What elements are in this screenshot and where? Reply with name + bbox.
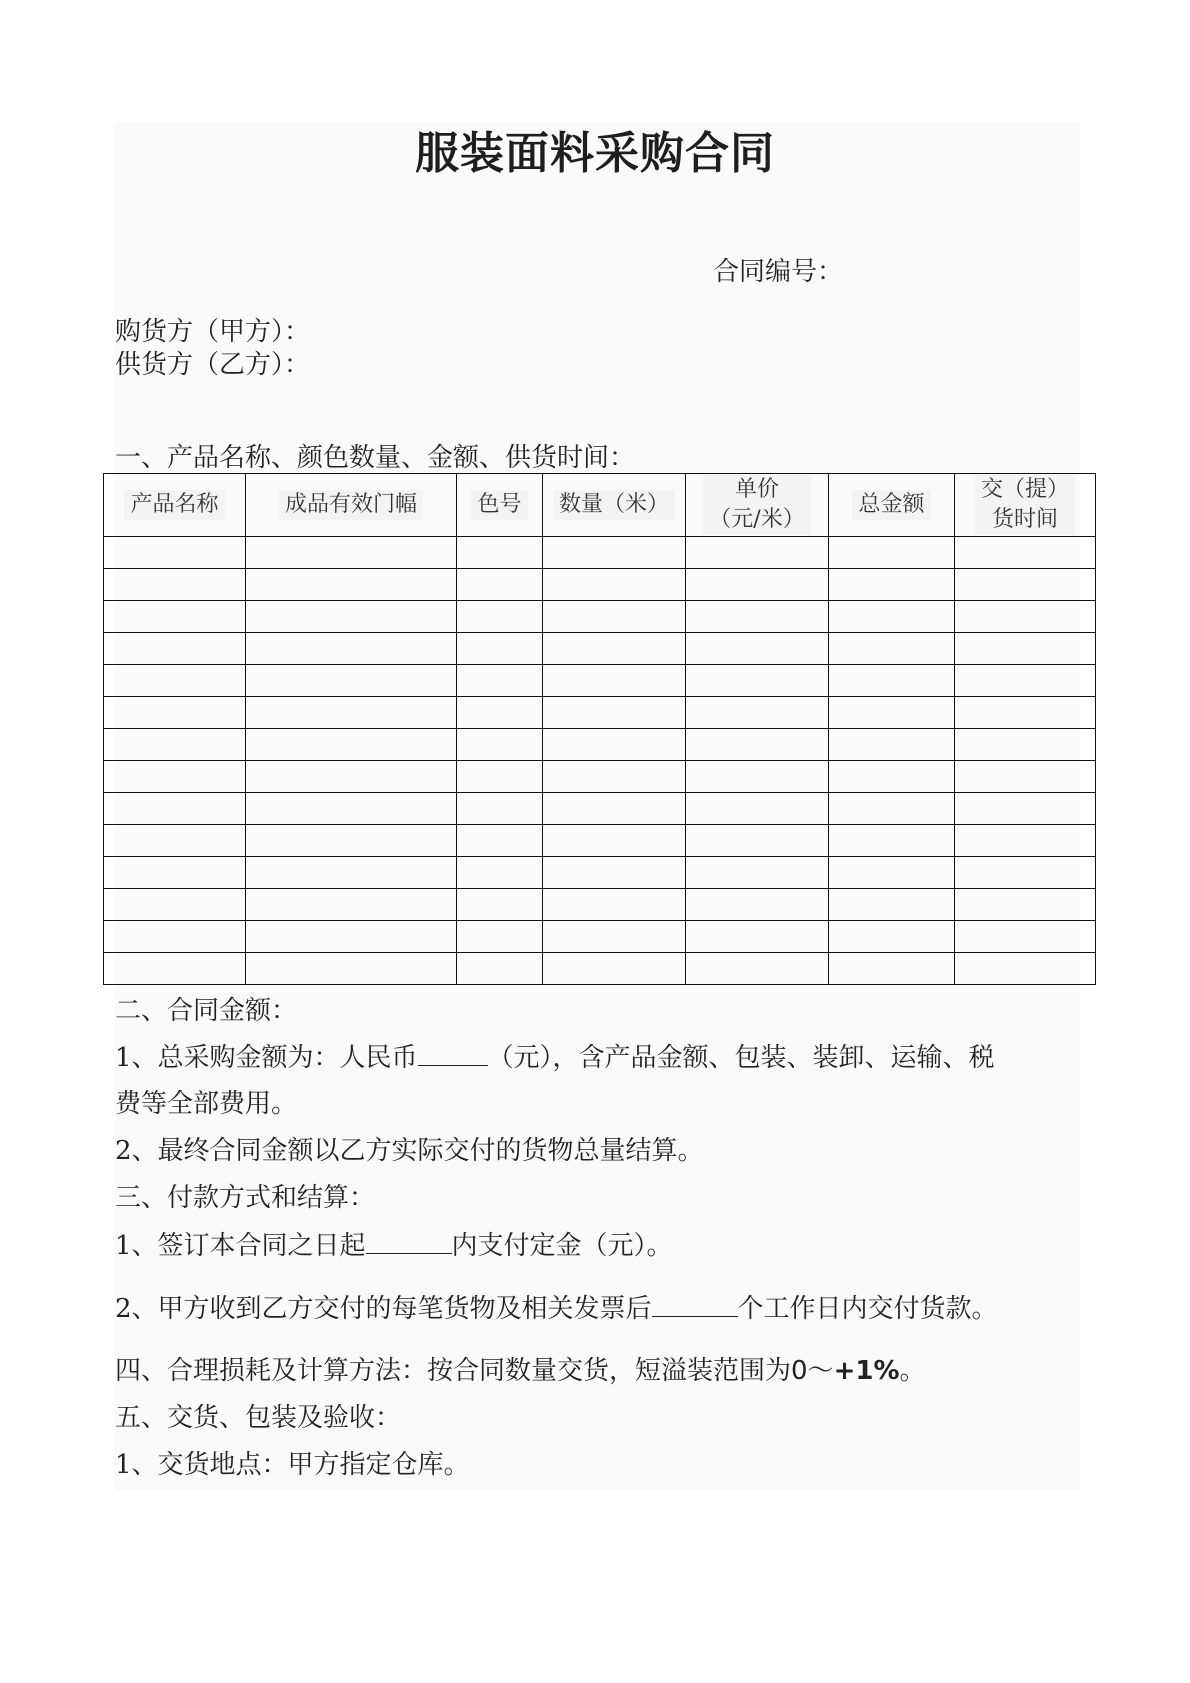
contract-number-label: 合同编号： [713,257,844,287]
table-cell[interactable] [686,729,829,761]
table-cell[interactable] [686,953,829,985]
table-row [104,793,1096,825]
table-header-label [124,490,224,520]
table-cell[interactable] [543,537,686,569]
table-cell[interactable] [246,793,457,825]
table-cell[interactable] [955,633,1096,665]
s3-item-2-prefix: 2、甲方收到乙方交付的每笔货物及相关发票后 [115,1294,652,1324]
table-cell[interactable] [457,953,543,985]
table-cell[interactable] [543,761,686,793]
table-cell[interactable] [246,697,457,729]
table-cell[interactable] [246,761,457,793]
table-cell[interactable] [457,601,543,633]
table-cell[interactable] [829,761,955,793]
table-cell[interactable] [457,665,543,697]
table-cell[interactable] [457,921,543,953]
table-cell[interactable] [955,729,1096,761]
amount-blank[interactable] [418,1041,488,1066]
table-cell[interactable] [543,633,686,665]
payment-days-blank[interactable] [652,1292,738,1317]
table-row [104,825,1096,857]
table-cell[interactable] [104,761,246,793]
table-cell[interactable] [829,857,955,889]
table-cell[interactable] [246,729,457,761]
s2-item-1-suffix: （元），含产品金额、包装、装卸、运输、税 [487,1043,995,1073]
document-title: 服装面料采购合同 [415,128,775,179]
table-cell[interactable] [955,601,1096,633]
section-4-text [115,1355,926,1387]
table-cell[interactable] [829,633,955,665]
table-cell[interactable] [104,601,246,633]
table-cell[interactable] [104,889,246,921]
table-cell[interactable] [457,761,543,793]
table-cell[interactable] [829,793,955,825]
table-cell[interactable] [104,921,246,953]
table-row [104,537,1096,569]
table-cell[interactable] [829,537,955,569]
table-cell[interactable] [955,953,1096,985]
loss-range-start: 0～ [791,1356,834,1386]
table-cell[interactable] [543,953,686,985]
section-2-heading: 二、合同金额： [115,996,298,1026]
table-row [104,921,1096,953]
product-table [103,473,1096,985]
s2-item-1-line-2: 费等全部费用。 [115,1089,298,1119]
table-cell[interactable] [686,537,829,569]
table-header-label [975,475,1075,535]
table-cell[interactable] [955,857,1096,889]
s2-item-1-line-1 [115,1041,995,1074]
table-cell[interactable] [829,953,955,985]
table-cell[interactable] [104,697,246,729]
table-cell[interactable] [686,697,829,729]
s2-item-1-prefix: 1、总采购金额为：人民币 [115,1043,418,1073]
table-cell[interactable] [457,825,543,857]
table-cell[interactable] [246,537,457,569]
table-cell[interactable] [104,825,246,857]
table-cell[interactable] [686,921,829,953]
s3-item-2-suffix: 个工作日内交付货款。 [737,1294,998,1324]
table-cell[interactable] [829,729,955,761]
table-cell[interactable] [686,825,829,857]
s2-item-2: 2、最终合同金额以乙方实际交付的货物总量结算。 [115,1136,704,1166]
table-row [104,665,1096,697]
buyer-label: 购货方（甲方）： [115,317,311,347]
section-3-heading: 三、付款方式和结算： [115,1183,376,1213]
table-row [104,697,1096,729]
table-cell[interactable] [457,633,543,665]
table-header-cell [543,474,686,537]
seller-label: 供货方（乙方）： [115,350,311,380]
table-cell[interactable] [829,569,955,601]
section-4-label: 四、合理损耗及计算方法：按合同数量交货，短溢装范围为 [115,1356,792,1386]
table-cell[interactable] [457,793,543,825]
table-cell[interactable] [457,729,543,761]
table-cell[interactable] [104,537,246,569]
table-row [104,729,1096,761]
table-cell[interactable] [543,921,686,953]
table-cell[interactable] [543,793,686,825]
s3-item-1-prefix: 1、签订本合同之日起 [115,1231,366,1261]
table-cell[interactable] [246,857,457,889]
table-header-line-2: 货时间 [991,507,1058,532]
table-row [104,857,1096,889]
table-cell[interactable] [457,857,543,889]
table-row [104,633,1096,665]
table-cell[interactable] [686,633,829,665]
s5-item-1: 1、交货地点：甲方指定仓库。 [115,1450,470,1480]
table-header-cell [246,474,457,537]
section-4-end: 。 [899,1356,926,1386]
table-header-line-1: 数量（米） [558,492,669,517]
table-cell[interactable] [829,825,955,857]
table-cell[interactable] [104,729,246,761]
table-cell[interactable] [104,633,246,665]
table-cell[interactable] [829,665,955,697]
table-header-row [104,474,1096,537]
table-cell[interactable] [955,537,1096,569]
table-cell[interactable] [686,761,829,793]
table-cell[interactable] [104,793,246,825]
table-row [104,953,1096,985]
table-cell[interactable] [955,569,1096,601]
table-cell[interactable] [457,889,543,921]
table-cell[interactable] [543,601,686,633]
table-header-line-1: 交（提） [980,477,1069,502]
table-header-cell [829,474,955,537]
table-cell[interactable] [686,665,829,697]
table-header-line-1: 总金额 [858,492,925,517]
table-header-line-1: 色号 [477,492,522,517]
table-header-cell [686,474,829,537]
table-cell[interactable] [686,569,829,601]
table-cell[interactable] [104,953,246,985]
table-cell[interactable] [955,697,1096,729]
table-cell[interactable] [246,889,457,921]
table-cell[interactable] [246,633,457,665]
table-cell[interactable] [246,569,457,601]
table-cell[interactable] [246,665,457,697]
table-header-label [703,475,810,535]
table-cell[interactable] [955,665,1096,697]
table-cell[interactable] [104,665,246,697]
table-header-cell [955,474,1096,537]
table-cell[interactable] [955,793,1096,825]
table-row [104,601,1096,633]
table-cell[interactable] [246,825,457,857]
table-cell[interactable] [457,537,543,569]
table-cell[interactable] [543,825,686,857]
s3-item-2 [115,1292,998,1325]
table-header-line-1: 单价 [734,477,779,502]
table-cell[interactable] [543,857,686,889]
table-header-cell [457,474,543,537]
table-header-line-2: （元/米） [709,507,805,532]
table-cell[interactable] [955,889,1096,921]
table-cell[interactable] [246,601,457,633]
table-header-cell [104,474,246,537]
table-header-line-1: 成品有效门幅 [284,492,417,517]
table-cell[interactable] [955,761,1096,793]
table-cell[interactable] [457,697,543,729]
table-cell[interactable] [543,889,686,921]
deposit-days-blank[interactable] [366,1229,452,1254]
table-header-label [852,490,930,520]
table-header-line-1: 产品名称 [130,492,219,517]
table-cell[interactable] [457,569,543,601]
table-cell[interactable] [543,665,686,697]
table-row [104,761,1096,793]
table-cell[interactable] [104,857,246,889]
table-cell[interactable] [246,953,457,985]
table-cell[interactable] [686,889,829,921]
table-header-label [279,490,423,520]
section-5-heading: 五、交货、包装及验收： [115,1403,402,1433]
table-cell[interactable] [829,697,955,729]
table-cell[interactable] [955,825,1096,857]
table-cell[interactable] [543,729,686,761]
section-1-heading: 一、产品名称、颜色数量、金额、供货时间： [115,443,636,473]
table-cell[interactable] [955,921,1096,953]
table-body [104,537,1096,985]
table-cell[interactable] [829,921,955,953]
s3-item-1-suffix: 内支付定金（元）。 [451,1231,673,1261]
table-cell[interactable] [686,857,829,889]
table-cell[interactable] [104,569,246,601]
s3-item-1 [115,1229,673,1262]
loss-range-max: +1% [833,1356,900,1386]
table-cell[interactable] [829,889,955,921]
table-cell[interactable] [543,697,686,729]
table-cell[interactable] [686,793,829,825]
table-cell[interactable] [686,601,829,633]
table-row [104,889,1096,921]
table-row [104,569,1096,601]
table-header-label [553,490,675,520]
table-cell[interactable] [246,921,457,953]
table-header-label [471,490,527,520]
table-cell[interactable] [829,601,955,633]
table-cell[interactable] [543,569,686,601]
